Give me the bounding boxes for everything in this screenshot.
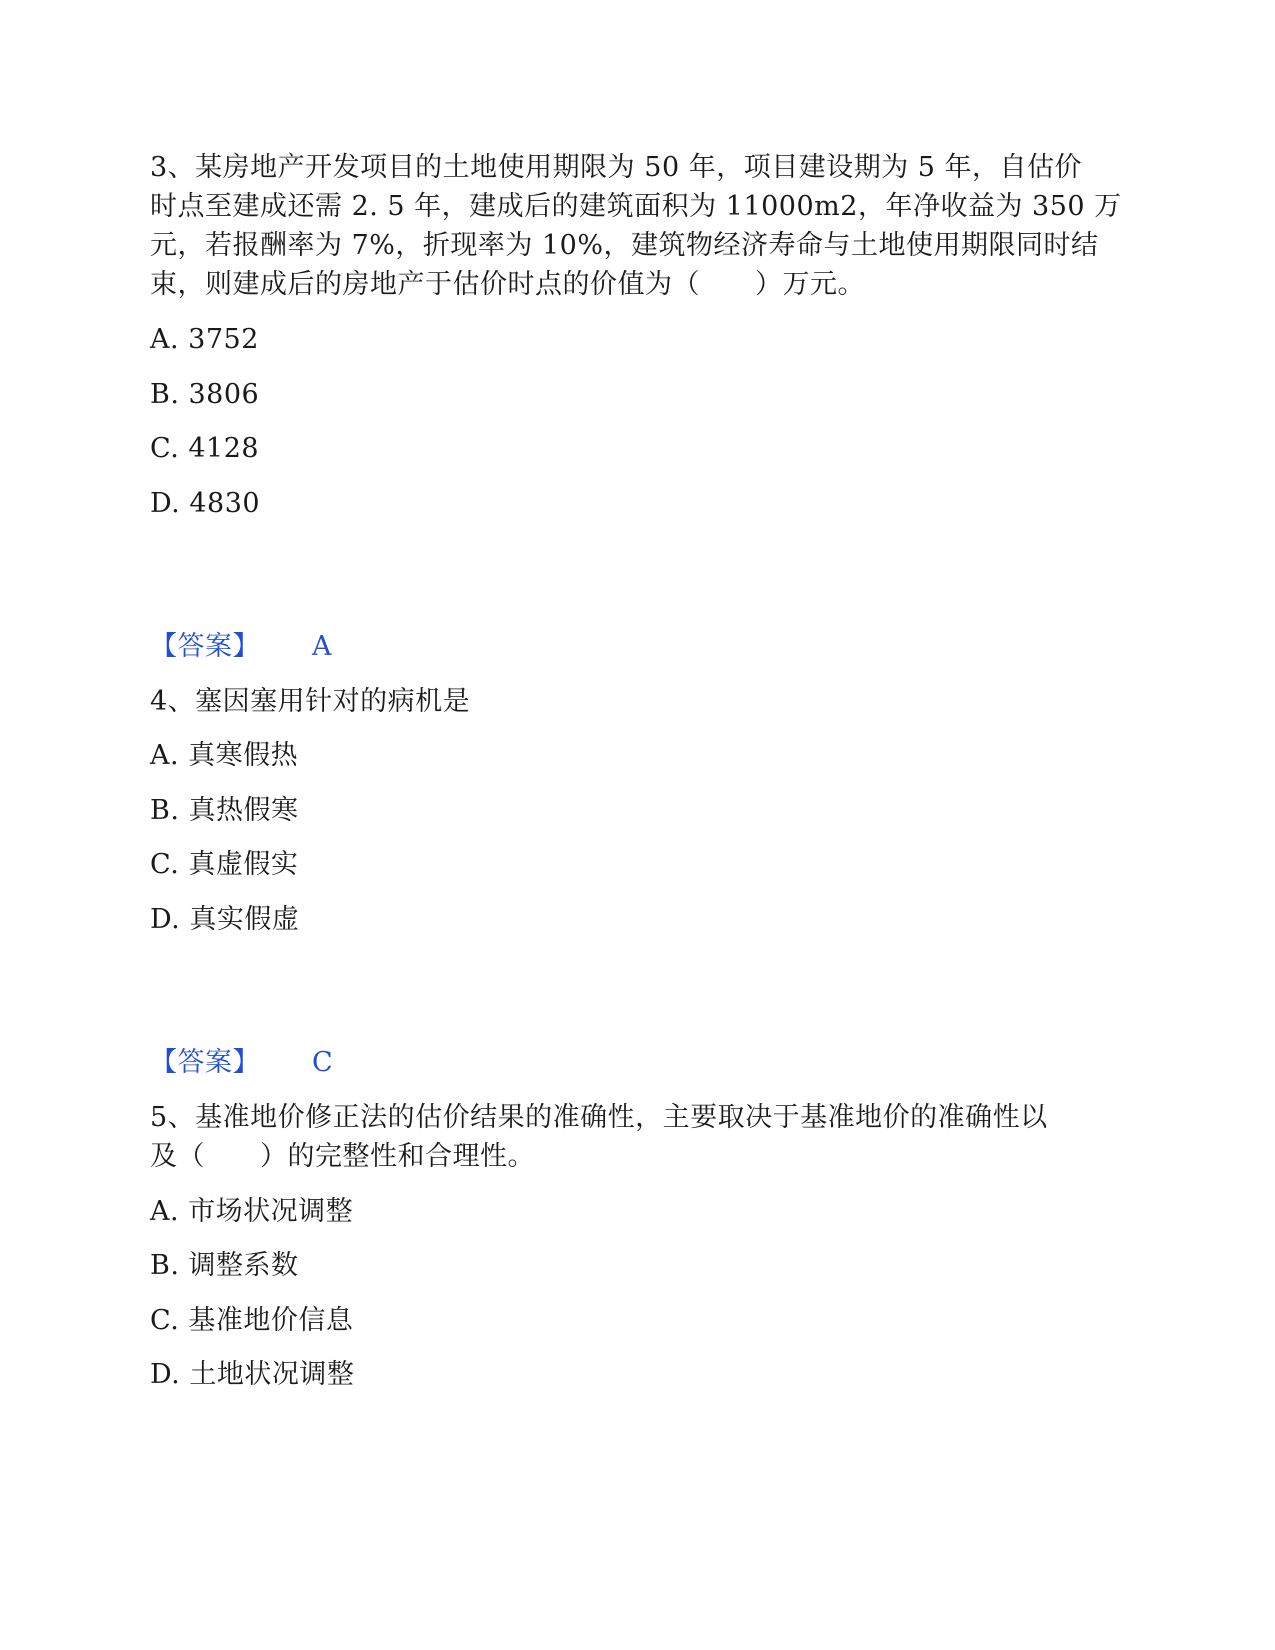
question-3-stem-line-2: 时点至建成还需 2. 5 年，建成后的建筑面积为 11000m2，年净收益为 350 万: [150, 191, 1122, 222]
question-3-stem-line-4: 束，则建成后的房地产于估价时点的价值为（ ）万元。: [150, 269, 865, 300]
question-5-option-d: D. 土地状况调整: [150, 1359, 355, 1390]
question-3-answer: [150, 627, 332, 667]
question-3-option-b: B. 3806: [150, 379, 260, 410]
question-4-answer: [150, 1043, 333, 1083]
question-4-stem-line-1: 4、塞因塞用针对的病机是: [150, 686, 471, 717]
question-3-stem-line-1: 3、某房地产开发项目的土地使用期限为 50 年，项目建设期为 5 年，自估价: [150, 152, 1083, 183]
question-3-option-c: C. 4128: [150, 433, 260, 464]
answer-value: C: [312, 1047, 334, 1078]
question-5-stem-line-2: 及（ ）的完整性和合理性。: [150, 1141, 535, 1172]
question-4-option-b: B. 真热假寒: [150, 795, 299, 826]
question-5-option-a: A. 市场状况调整: [150, 1196, 354, 1227]
answer-label: 【答案】: [150, 1047, 260, 1078]
answer-value: A: [312, 631, 332, 662]
question-3-option-a: A. 3752: [150, 324, 259, 355]
question-4-option-c: C. 真虚假实: [150, 849, 299, 880]
question-3-option-d: D. 4830: [150, 488, 261, 519]
question-5-stem-line-1: 5、基准地价修正法的估价结果的准确性，主要取决于基准地价的准确性以: [150, 1102, 1048, 1133]
question-5-option-b: B. 调整系数: [150, 1250, 299, 1281]
answer-label: 【答案】: [150, 631, 260, 662]
question-4-option-d: D. 真实假虚: [150, 904, 300, 935]
question-5-option-c: C. 基准地价信息: [150, 1305, 354, 1336]
question-3-stem-line-3: 元，若报酬率为 7%，折现率为 10%，建筑物经济寿命与土地使用期限同时结: [150, 230, 1099, 261]
question-4-option-a: A. 真寒假热: [150, 740, 299, 771]
